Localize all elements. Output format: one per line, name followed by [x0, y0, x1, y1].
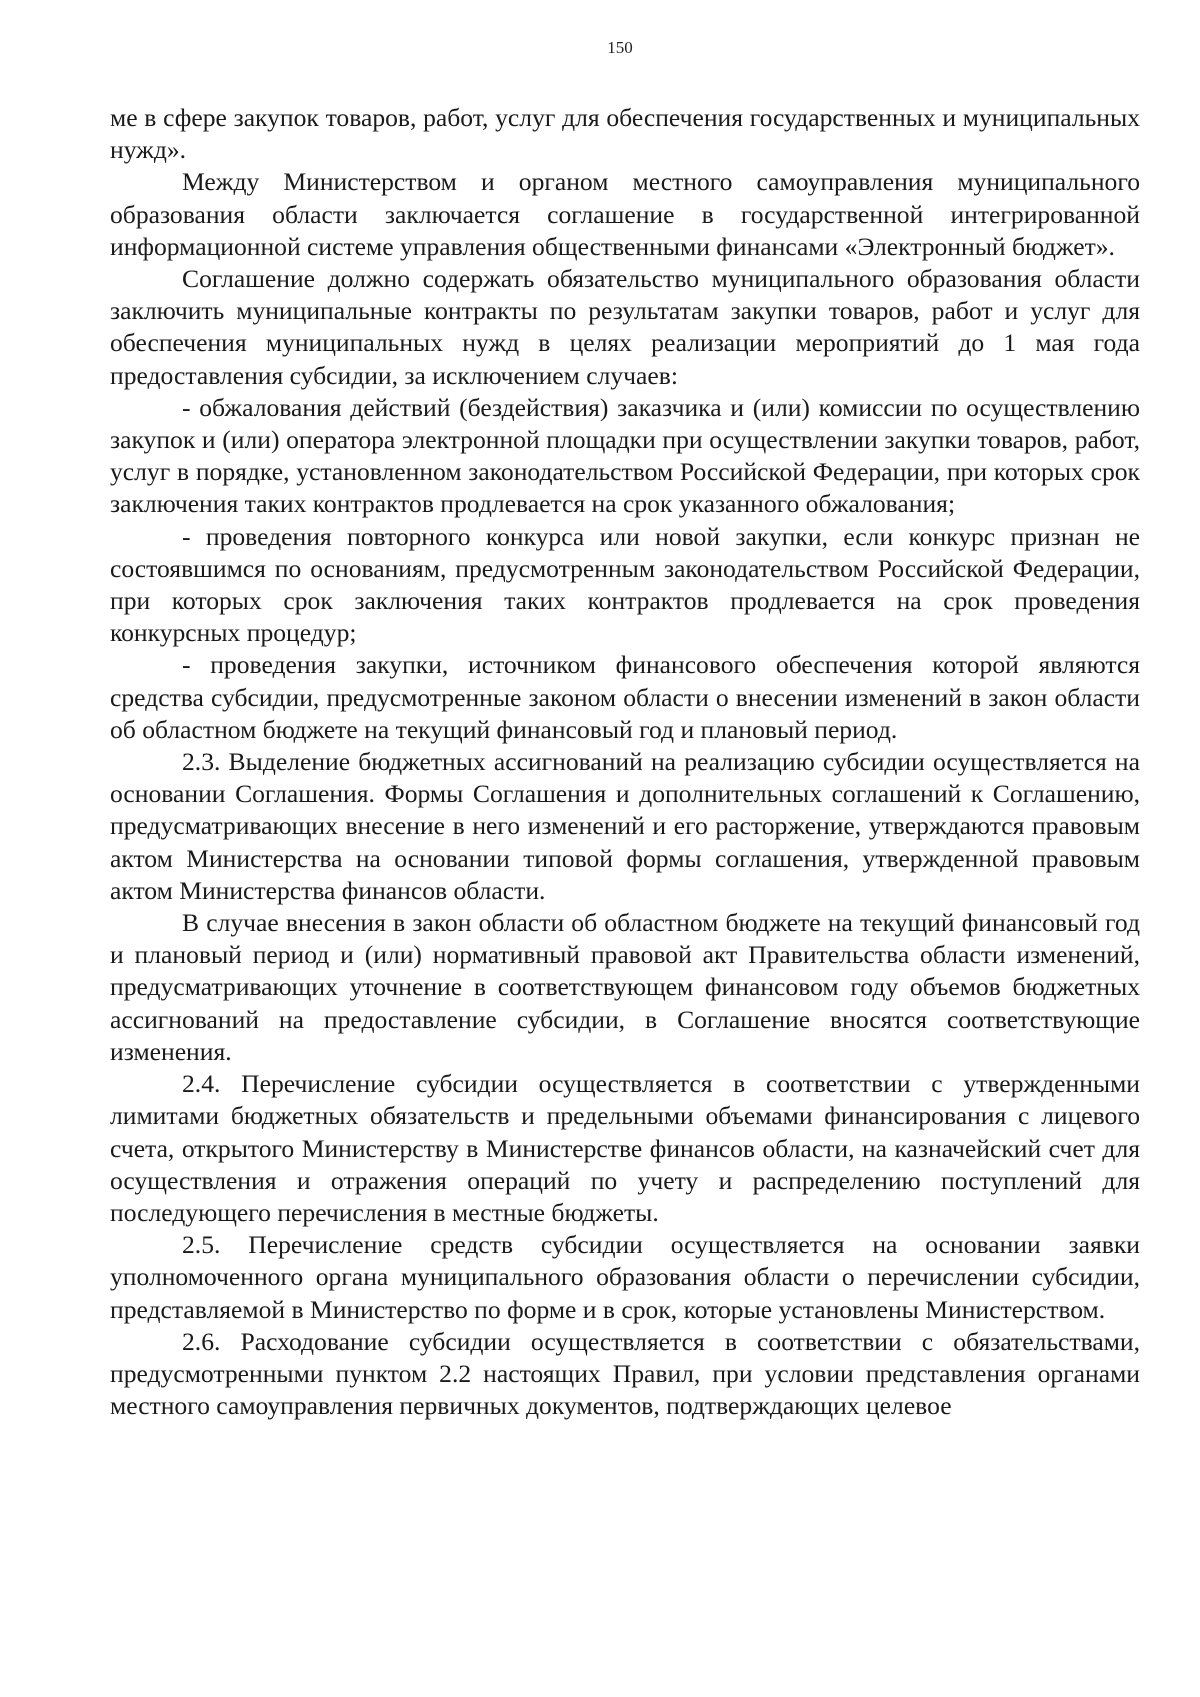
paragraph-2-5: 2.5. Перечисление средств субсидии осуществляется на основании заявки уполномоченного органа муниципального образования области о перечислении субсидии, представляемой в Министерство по форме и в срок, которые установлены Министерством.	[110, 1230, 1140, 1324]
document-body	[110, 102, 1140, 1422]
list-item-procurement: - проведения закупки, источником финансового обеспечения которой являются средства субсидии, предусмотренные законом области о внесении изменений в закон области об областном бюджете на текущий финансовый год и плановый период.	[110, 650, 1140, 744]
paragraph-continuation: ме в сфере закупок товаров, работ, услуг для обеспечения государственных и муниципальных нужд».	[110, 103, 1140, 165]
paragraph-2-4: 2.4. Перечисление субсидии осуществляется в соответствии с утвержденными лимитами бюджетных обязательств и предельными объемами финансирования с лицевого счета, открытого Министерству в Министерстве финансов области, на казначейский счет для осуществления и отражения операций по учету и распределению поступлений для последующего перечисления в местные бюджеты.	[110, 1069, 1140, 1227]
paragraph-2-3: 2.3. Выделение бюджетных ассигнований на реализацию субсидии осуществляется на основании Соглашения. Формы Соглашения и дополнительных соглашений к Соглашению, предусматривающих внесение в него изменений и его расторжение, утверждаются правовым актом Министерства на основании типовой формы соглашения, утвержденной правовым актом Министерства финансов области.	[110, 747, 1140, 905]
paragraph-2-6: 2.6. Расходование субсидии осуществляется в соответствии с обязательствами, предусмотренными пунктом 2.2 настоящих Правил, при условии представления органами местного самоуправления первичных документов, подтверждающих целевое	[110, 1326, 1140, 1421]
paragraph-budget-changes: В случае внесения в закон области об областном бюджете на текущий финансовый год и плановый период и (или) нормативный правовой акт Правительства области изменений, предусматривающих уточнение в соответствующем финансовом году объемов бюджетных ассигнований на предоставление субсидии, в Соглашение вносятся соответствующие изменения.	[110, 908, 1140, 1066]
paragraph-agreement-obligation: Соглашение должно содержать обязательство муниципального образования области заключить муниципальные контракты по результатам закупки товаров, работ и услуг для обеспечения муниципальных нужд в целях реализации мероприятий до 1 мая года предоставления субсидии, за исключением случаев:	[110, 264, 1140, 390]
list-item-repeat-tender: - проведения повторного конкурса или новой закупки, если конкурс признан не состоявшимся по основаниям, предусмотренным законодательством Российской Федерации, при которых срок заключения таких контрактов продлевается на срок проведения конкурсных процедур;	[110, 521, 1140, 648]
list-item-appeal: - обжалования действий (бездействия) заказчика и (или) комиссии по осуществлению закупок и (или) оператора электронной площадки при осуществлении закупки товаров, работ, услуг в порядке, установленном законодательством Российской Федерации, при которых срок заключения таких контрактов продлевается на срок указанного обжалования;	[110, 392, 1140, 519]
paragraph-agreement-conclusion: Между Министерством и органом местного самоуправления муниципального образования области заключается соглашение в государственной интегрированной информационной системе управления общественными финансами «Электронный бюджет».	[110, 167, 1140, 261]
page-number: 150	[607, 38, 633, 57]
